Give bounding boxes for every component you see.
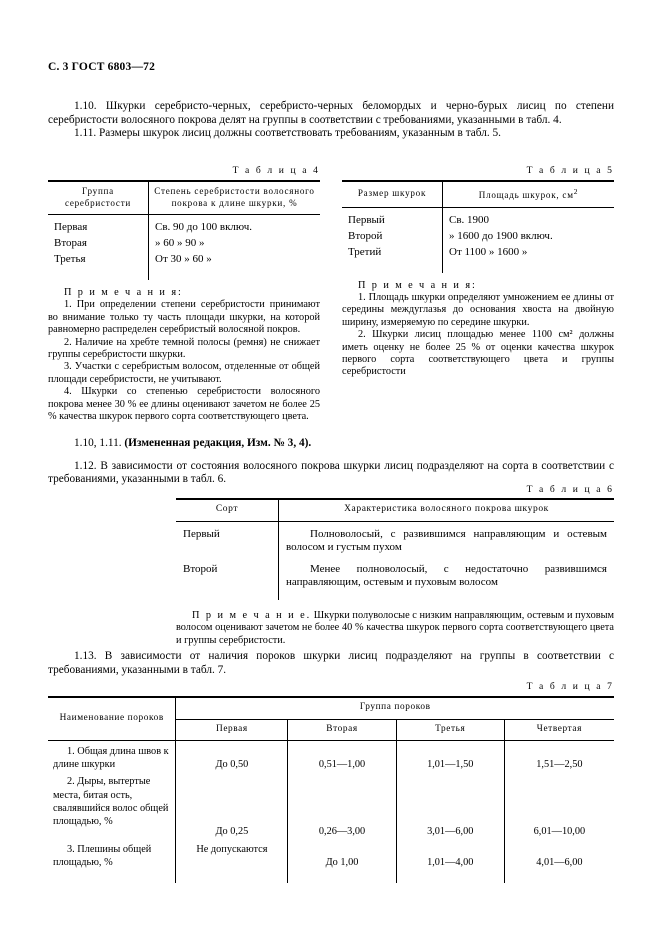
table-4-spacer-row <box>48 267 320 280</box>
revision-bold: (Измененная редакция, Изм. № 3, 4). <box>124 437 312 449</box>
table-7-r2-v3: 3,01—6,00 <box>396 773 504 840</box>
table-4-caption: Т а б л и ц а 4 <box>232 165 320 176</box>
table-5-r3-c2: От 1100 » 1600 » <box>443 244 615 260</box>
table-4 <box>48 180 320 280</box>
table-7-r1-v4: 1,51—2,50 <box>504 741 614 774</box>
tables-4-5-block <box>48 180 614 423</box>
table-4-r1-c2: Св. 90 до 100 включ. <box>149 215 321 236</box>
table-row <box>342 228 614 244</box>
table-6-header-sort: Сорт <box>176 499 279 521</box>
table-row <box>342 244 614 260</box>
table-5-note-2: 2. Шкурки лисиц площадью менее 1100 см² должны иметь оценку не более 25 % от оценки качества шкурок первого сорта соответствующего цвета и группы серебристости <box>342 329 614 378</box>
table-7-r3-v4: 4,01—6,00 <box>504 841 614 883</box>
table-7-header-name: Наименование пороков <box>48 697 176 741</box>
table-7-r2-v1: До 0,25 <box>176 773 288 840</box>
paragraph-1-10: 1.10. Шкурки серебристо-черных, серебристо-черных беломордых и черно-бурых лисиц по степени серебристости волосяного покрова делят на группы в соответствии с требованиями, указанными в табл. 4. <box>48 100 614 126</box>
table-5-header-area <box>443 181 615 207</box>
table-4-note-4: 4. Шкурки со степенью серебристости волосяного покрова менее 30 % ее длины оценивают зачетом не более 25 % качества шкурок первого сорта соответствующего цвета. <box>48 386 320 423</box>
table-7-block <box>48 696 614 883</box>
table-row <box>342 207 614 228</box>
table-6-head <box>176 499 614 521</box>
table-7-r2-v4: 6,01—10,00 <box>504 773 614 840</box>
table-5-spacer-c1 <box>342 260 443 273</box>
table-7-r2-name: 2. Дыры, вытертые места, битая ость, свалявшийся волос общей площадью, % <box>53 776 169 828</box>
table-4-r2-c2: » 60 » 90 » <box>149 235 321 251</box>
table-7-header-col-1: Первая <box>176 719 288 741</box>
table-7-r1-v1: До 0,50 <box>176 741 288 774</box>
table-6-header-characteristic: Характеристика волосяного покрова шкурок <box>279 499 615 521</box>
table-6-body <box>176 521 614 600</box>
table-6-r2-desc: Менее полноволосый, с недостаточно развившимся направляющим, остевым и пуховым волосом <box>279 558 615 600</box>
table-5-spacer-c2 <box>443 260 615 273</box>
table-5-r3-c1: Третий <box>348 245 382 258</box>
table-row <box>176 558 614 600</box>
table-4-r3-c1: Третья <box>54 253 86 265</box>
table-5-body <box>342 207 614 273</box>
table-7-head <box>48 697 614 741</box>
table-4-header-row <box>48 181 320 215</box>
table-4-spacer-c2 <box>149 267 321 280</box>
table-5-caption-wrap <box>342 165 614 176</box>
table-5-caption: Т а б л и ц а 5 <box>526 165 614 176</box>
table-7-r3-v2: До 1,00 <box>288 841 396 883</box>
table-5-notes-title: П р и м е ч а н и я: <box>358 279 477 291</box>
table-captions-4-5 <box>48 165 614 176</box>
table-6-note-text <box>176 610 614 647</box>
table-5-spacer-row <box>342 260 614 273</box>
paragraph-1-11: 1.11. Размеры шкурок лисиц должны соответствовать требованиям, указанным в табл. 5. <box>74 127 502 140</box>
table-6-note <box>176 610 614 647</box>
intro-paragraphs <box>48 100 614 141</box>
table-4-note-1: 1. При определении степени серебристости принимают во внимание только ту часть площади шкурки, на которой равномерно распределен серебристый волосяной покров. <box>48 299 320 336</box>
table-7-r1-v2: 0,51—1,00 <box>288 741 396 774</box>
revision-prefix: 1.10, 1.11. <box>74 437 125 449</box>
table-6-caption: Т а б л и ц а 6 <box>526 484 614 495</box>
table-4-block <box>48 180 320 423</box>
table-5-header-area-sup: 2 <box>573 187 579 196</box>
table-7-header-row-1 <box>48 697 614 719</box>
table-7-body <box>48 741 614 884</box>
table-7-r1-name: 1. Общая длина швов к длине шкурки <box>53 746 169 771</box>
table-7-caption-wrap <box>48 681 614 692</box>
table-6-header-row <box>176 499 614 521</box>
table-7-r3-v3: 1,01—4,00 <box>396 841 504 883</box>
table-4-notes <box>48 287 320 423</box>
table-5-notes <box>342 280 614 379</box>
table-6-block <box>176 498 614 647</box>
table-7-header-group: Группа пороков <box>176 697 614 719</box>
table-row <box>48 773 614 840</box>
table-6-r1-desc: Полноволосый, с развившимся направляющим и остевым волосом и густым пухом <box>279 521 615 558</box>
table-4-head <box>48 181 320 215</box>
table-5-header-row <box>342 181 614 207</box>
table-4-r1-c1: Первая <box>54 221 88 233</box>
table-5-header-size: Размер шкурок <box>342 181 443 207</box>
table-row <box>48 215 320 236</box>
table-4-r3-c2: От 30 » 60 » <box>149 251 321 267</box>
paragraph-1-13-wrap <box>48 650 614 677</box>
table-5-block <box>342 180 614 379</box>
table-5-note-1: 1. Площадь шкурки определяют умножением ее длины от середины междуглазья до основания хвоста на двойную ширину, измеряемую по середине шкурки. <box>342 291 614 328</box>
table-row <box>48 841 614 883</box>
table-7-header-col-3: Третья <box>396 719 504 741</box>
table-6-caption-wrap <box>176 484 614 495</box>
table-7-header-col-4: Четвертая <box>504 719 614 741</box>
table-6-note-body: Шкурки полуволосые с низким направляющим, остевым и пуховым волосом оценивают зачетом не более 40 % качества шкурок первого сорта соответствующего цвета и группы серебристости. <box>176 609 615 646</box>
table-5-r2-c1: Второй <box>348 229 383 242</box>
table-4-caption-wrap <box>48 165 320 176</box>
table-7-header-col-2: Вторая <box>288 719 396 741</box>
paragraph-1-12: 1.12. В зависимости от состояния волосяного покрова шкурки лисиц подразделяют на сорта в соответствии с требованиями, указанными в табл. 6. <box>48 459 614 486</box>
table-4-notes-title: П р и м е ч а н и я: <box>64 287 183 298</box>
paragraph-1-13: 1.13. В зависимости от наличия пороков шкурки лисиц подразделяют на группы в соответствии с требованиями, указанными в табл. 7. <box>48 650 614 676</box>
table-5-r2-c2: » 1600 до 1900 включ. <box>443 228 615 244</box>
table-7-r3-v1: Не допускаются <box>176 841 288 883</box>
paragraph-1-10-1-11-revision <box>48 437 614 451</box>
table-7 <box>48 696 614 883</box>
table-7-r3-name: 3. Плешины общей площадью, % <box>53 843 152 868</box>
table-4-r2-c1: Вторая <box>54 237 87 249</box>
table-7-caption: Т а б л и ц а 7 <box>526 681 614 692</box>
table-5-r1-c1: Первый <box>348 213 385 226</box>
table-4-spacer-c1 <box>48 267 149 280</box>
table-4-body <box>48 215 320 281</box>
table-4-note-3: 3. Участки с серебристым волосом, отделенные от общей площади серебристости, не учитывают. <box>48 361 320 385</box>
table-row <box>48 235 320 251</box>
table-5-header-area-text: Площадь шкурок, см <box>478 190 574 201</box>
table-6-r2-sort: Второй <box>183 562 218 575</box>
table-row <box>48 741 614 774</box>
table-4-note-2: 2. Наличие на хребте темной полосы (ремня) не снижает группы серебристости шкурки. <box>48 336 320 361</box>
table-row <box>48 251 320 267</box>
table-4-header-degree: Степень серебристости волосяного покрова к длине шкурки, % <box>149 181 321 215</box>
table-6-r1-sort: Первый <box>183 527 220 540</box>
table-6 <box>176 498 614 600</box>
table-5 <box>342 180 614 273</box>
table-4-header-group: Группа серебристости <box>48 181 149 215</box>
table-7-r1-v3: 1,01—1,50 <box>396 741 504 774</box>
table-6-note-title: П р и м е ч а н и е. <box>192 609 312 621</box>
table-5-head <box>342 181 614 207</box>
table-row <box>176 521 614 558</box>
table-7-r2-v2: 0,26—3,00 <box>288 773 396 840</box>
page-header: С. 3 ГОСТ 6803—72 <box>48 61 156 73</box>
revision-and-1-12 <box>48 437 614 487</box>
table-5-r1-c2: Св. 1900 <box>443 207 615 228</box>
